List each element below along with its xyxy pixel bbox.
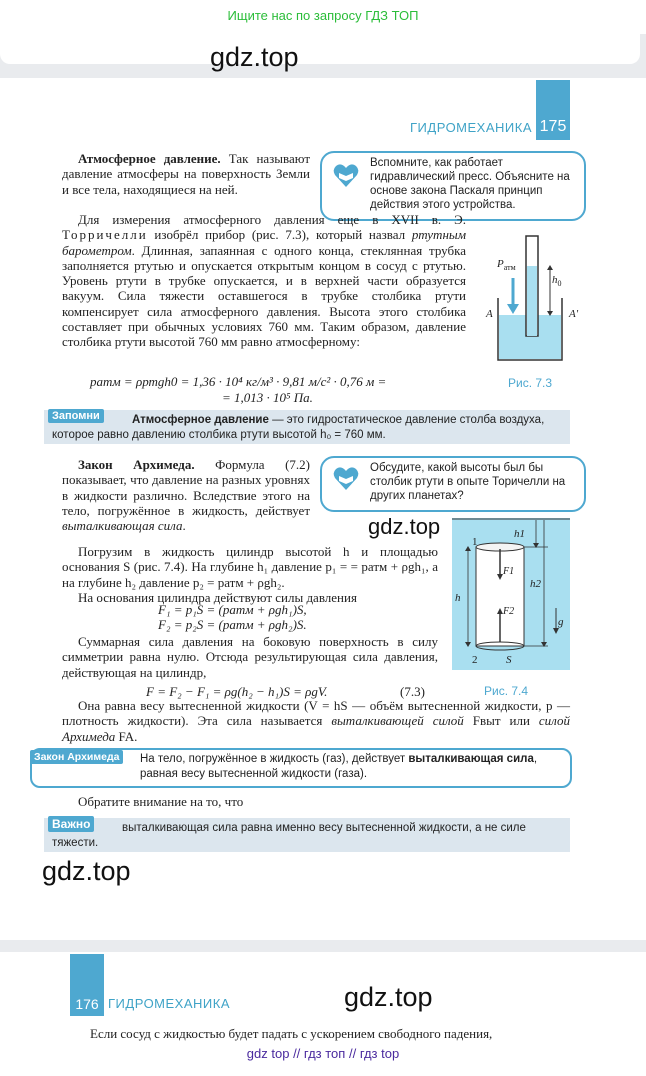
recall-note (320, 151, 586, 221)
heart-book-icon (332, 464, 360, 492)
watermark: gdz.top (344, 982, 433, 1012)
formula-atm-result: = 1,013 · 10⁵ Па. (222, 390, 313, 405)
formula-archimedes: F = F₂ − F₁ = ρg(h₂ − h₁)S = ρgV. (146, 684, 328, 699)
label-g: g (558, 616, 564, 628)
paragraph-torricelli (62, 212, 466, 350)
heading-atm-pressure: Атмосферное давление. (78, 151, 221, 166)
text: — это гидростатическое давление столба воздуха, которое равно давлению столбика ртути высотой h₀ = 760 мм. (52, 414, 545, 441)
label-f2: F2 (503, 606, 515, 617)
label-1: 1 (472, 536, 478, 548)
term: Атмосферное давление (132, 414, 269, 426)
remember-text (52, 413, 566, 443)
important-tag: Важно (48, 816, 94, 832)
label-2: 2 (472, 654, 478, 666)
figure-caption-7-3: Рис. 7.3 (508, 376, 553, 390)
term: ртутным барометром (62, 227, 466, 258)
term: выталкивающая сила (408, 753, 534, 765)
page-section-title-176: ГИДРОМЕХАНИКА (108, 996, 231, 1011)
formula-atm: pатм = ρртgh0 = 1,36 · 10⁴ кг/м³ · 9,81 м/с² · 0,76 м = (90, 374, 387, 389)
bottom-links (0, 1046, 646, 1061)
figure-caption-7-4: Рис. 7.4 (484, 684, 529, 698)
bottom-link[interactable]: гдз топ (303, 1046, 346, 1061)
figure-cylinder (452, 518, 570, 670)
separator: // (293, 1046, 301, 1061)
paragraph-attention (62, 794, 462, 809)
formula-f1: F₁ = p₁S = (pатм + ρgh₁)S, (158, 602, 307, 617)
text: Так называют давление атмосферы на поверхность Земли и все тела, находящиеся на ней. (62, 151, 311, 197)
text: На основания цилиндра действуют силы давления (78, 589, 357, 605)
top-banner (0, 0, 646, 34)
text: Fвыт или (463, 713, 539, 729)
search-hint-link[interactable]: Ищите нас по запросу ГДЗ ТОП (227, 8, 419, 23)
remember-tag: Запомни (48, 409, 104, 423)
paragraph-cylinder (62, 544, 438, 605)
paragraph-buoyant (62, 698, 570, 744)
text: Обратите внимание на то, что (78, 794, 244, 809)
label-h2: h2 (530, 578, 541, 590)
page-number-tab-176 (70, 954, 104, 1016)
label-h0: $h_0$ (552, 274, 562, 289)
label-h: h (455, 592, 461, 604)
paragraph-resultant (62, 634, 438, 680)
text: Формула (7.2) показывает, что давление на разных уровнях в жидкости различно. Вследствие этого на тело, погружённое в жидкость, действует (62, 457, 310, 518)
recall-note-text: Вспомните, как работает гидравлический пресс. Объясните на основе закона Паскаля принцип действия этого устройства. (370, 157, 570, 211)
scientist-name: Торричелли (62, 227, 148, 243)
law-tag: Закон Архимеда (30, 750, 123, 764)
text: . Длинная, запаянная с одного конца, стеклянная трубка заполняется ртутью и опускается открытым концом в сосуд с ртутью. Уровень ртути в трубке опускается, и в верхней части образуется вакуум. Сила тяжести оставшегося в трубке столбика ртути компенсирует сила атмосферного давления. Высота этого столбика составляет при обычных условиях 760 мм. Таким образом, давление столбика ртути высотой 760 мм равно атмосферному: (62, 242, 466, 350)
text: На тело, погружённое в жидкость (газ), действует (140, 753, 409, 765)
page-176-text: Если сосуд с жидкостью будет падать с ускорением свободного падения, (90, 1026, 493, 1041)
text: Погрузим в жидкость цилиндр высотой h и площадью основания S (рис. 7.4). На глубине h₁ давление p₁ = = pатм + ρgh₁, а на глубине h₂ давление p₂ = pатм + ρgh₂. (62, 544, 438, 590)
paragraph-archimedes: Закон Архимеда. Формула (7.2) показывает, что давление на разных уровнях в жидкости различно. Вследствие этого на тело, погружённое в жидкость, действует выталкивающая сила. (62, 457, 310, 534)
label-a: A (486, 308, 493, 320)
paragraph-atm-intro (62, 151, 310, 197)
law-text (140, 752, 564, 782)
page-number: 175 (539, 118, 567, 135)
top-card (0, 34, 640, 64)
watermark: gdz.top (368, 514, 441, 539)
text: изобрёл прибор (рис. 7.3), который назвал (147, 227, 412, 243)
formula-f2: F₂ = p₂S = (pатм + ρgh₂)S. (158, 617, 307, 632)
heart-book-icon (332, 161, 360, 189)
term: силой Архимеда (62, 713, 570, 744)
text: , равная весу вытесненной жидкости (газа). (140, 753, 538, 780)
text: Она равна весу вытесненной жидкости (V = hS — объём вытесненной жидкости, p — плотность жидкости). Эта сила называется (62, 698, 570, 729)
discuss-note-text: Обсудите, какой высоты был бы столбик ртути в опыте Торичелли на других планетах? (370, 462, 566, 502)
term: выталкивающая сила (62, 518, 183, 534)
label-h1: h1 (514, 528, 525, 540)
page-number: 176 (75, 996, 99, 1012)
heading-archimedes: Закон Архимеда. (78, 457, 195, 472)
label-a-prime: A' (569, 308, 579, 320)
text: FA. (115, 728, 138, 744)
bottom-link[interactable]: гдз top (359, 1046, 400, 1061)
discuss-note (320, 456, 586, 512)
label-p-atm: $P_{атм}$ (497, 258, 516, 273)
term: выталкивающей силой (331, 713, 464, 729)
separator: // (348, 1046, 357, 1061)
page-section-title: ГИДРОМЕХАНИКА (410, 120, 533, 135)
figure-barometer (478, 228, 578, 368)
text: Для измерения атмосферного давления еще в XVII в. Э. (78, 212, 466, 227)
page-number-tab (536, 80, 570, 140)
formula-number: (7.3) (400, 684, 425, 699)
watermark: gdz.top (210, 42, 299, 72)
watermark: gdz.top (42, 856, 131, 886)
label-s: S (506, 654, 512, 666)
important-text: выталкивающая сила равна именно весу вытесненной жидкости, а не силе тяжести. (52, 822, 526, 849)
label-f1: F1 (503, 566, 515, 577)
text: Суммарная сила давления на боковую поверхность в силу симметрии равна нулю. Отсюда результирующая сила давления, действующая на цилиндр, (62, 634, 438, 680)
bottom-link[interactable]: gdz top (246, 1046, 290, 1061)
